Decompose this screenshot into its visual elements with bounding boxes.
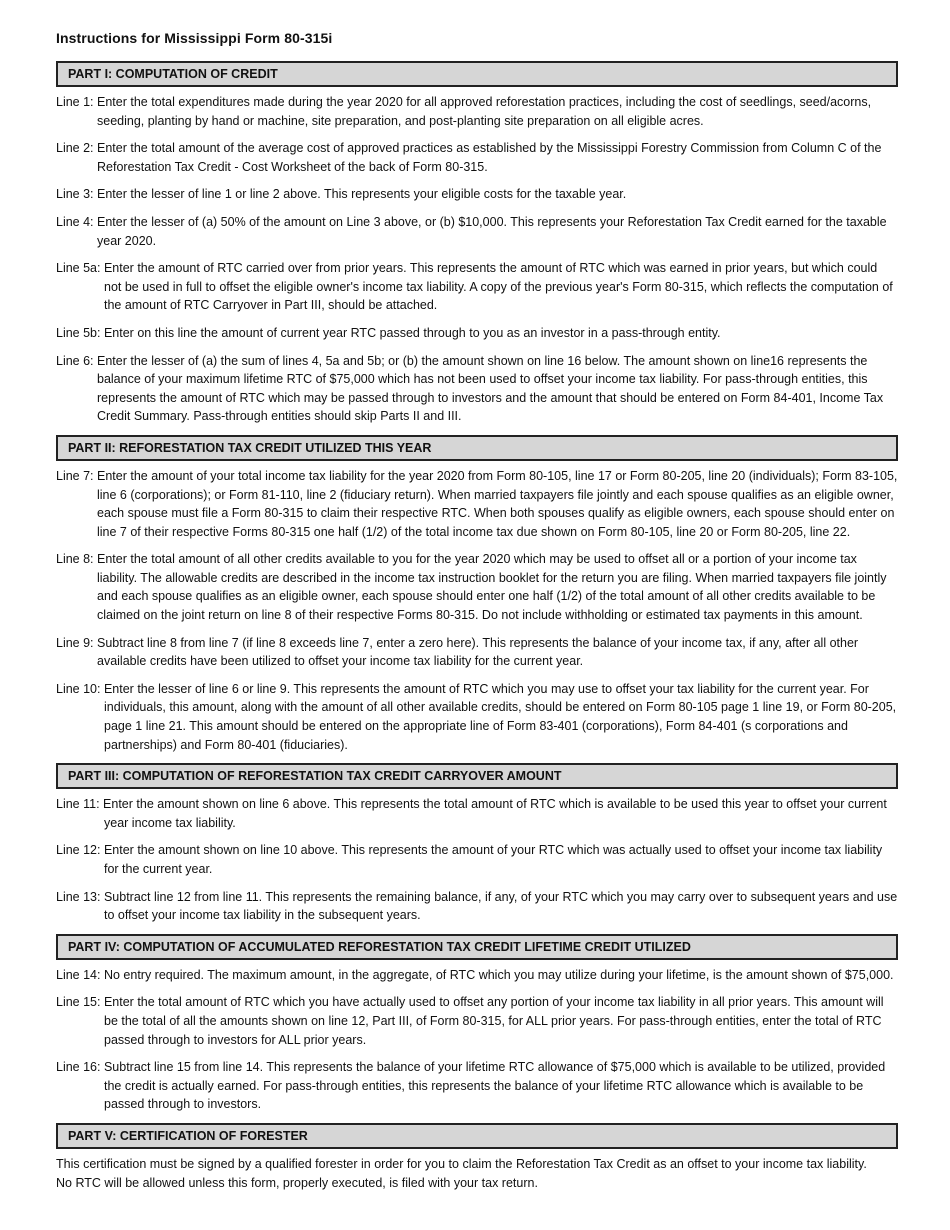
line-4-label: Line 4: — [56, 214, 94, 229]
part-3-section — [56, 763, 898, 925]
line-5a-instruction — [56, 259, 898, 315]
line-10-instruction — [56, 680, 898, 754]
line-9-text: Subtract line 8 from line 7 (if line 8 exceeds line 7, enter a zero here). This represents the balance of your income tax, if any, after all other available credits have been utilized to offset your income tax liability for the current year. — [97, 635, 859, 669]
instructions-page — [56, 30, 898, 1193]
line-8-instruction — [56, 550, 898, 624]
line-14-label: Line 14: — [56, 967, 101, 982]
certification-text — [56, 1155, 898, 1193]
line-13-instruction — [56, 888, 898, 925]
line-7-instruction — [56, 467, 898, 541]
line-12-text: Enter the amount shown on line 10 above. This represents the amount of your RTC which was actually used to offset your income tax liability for the current year. — [103, 843, 883, 876]
line-8-text: Enter the total amount of all other credits available to you for the year 2020 which may be used to offset all or a portion of your income tax liability. The allowable credits are described in the income tax instruction booklet for the return you are filing. When married taxpayers file jointly and each spouse qualifies as an eligible owner, each spouse should enter one half (1/2) of the total amount of all other credits available to be claimed on the joint return on line 8 of their respective Forms 80-315. Do not include withholding or estimated tax payments in this amount. — [97, 552, 887, 623]
line-16-instruction — [56, 1058, 898, 1114]
line-2-text: Enter the total amount of the average cost of approved practices as established by the Mississippi Forestry Commission from Column C of the Reforestation Tax Credit - Cost Worksheet of the back of Form 80-315. — [97, 141, 882, 174]
line-7-label: Line 7: — [56, 468, 94, 483]
line-1-instruction — [56, 93, 898, 130]
part-4-header: PART IV: COMPUTATION OF ACCUMULATED REFORESTATION TAX CREDIT LIFETIME CREDIT UTILIZED — [56, 934, 898, 960]
part-1-section — [56, 61, 898, 426]
line-7-text: Enter the amount of your total income tax liability for the year 2020 from Form 80-105, line 17 or Form 80-205, line 20 (individuals); Form 83-105, line 6 (corporations); or Form 81-110, line 2 (fiduciary return). When married taxpayers file jointly and each spouse qualifies as an eligible owner, each spouse must file a Form 80-315 to claim their respective RTC. When both spouses qualify as eligible owners, each spouse should enter on line 7 of their respective Forms 80-315 one half (1/2) of the total income tax due shown on Form 80-105, line 20 or Form 80-205, line 22. — [97, 468, 898, 539]
certification-line-1: This certification must be signed by a qualified forester in order for you to claim the Reforestation Tax Credit as an offset to your income tax liability. — [56, 1156, 867, 1171]
line-15-text: Enter the total amount of RTC which you have actually used to offset any portion of your income tax liability in all prior years. This amount will be the total of all the amounts shown on line 12, Part III, of Form 80-315, for ALL prior years. For pass-through entities, enter the total of RTC passed through to investors for ALL prior years. — [103, 995, 884, 1047]
part-3-header: PART III: COMPUTATION OF REFORESTATION TAX CREDIT CARRYOVER AMOUNT — [56, 763, 898, 789]
line-12-label: Line 12: — [56, 843, 101, 858]
document-title: Instructions for Mississippi Form 80-315i — [56, 30, 333, 46]
line-11-label: Line 11: — [56, 797, 100, 812]
line-8-label: Line 8: — [56, 552, 94, 567]
line-5b-text: Enter on this line the amount of current year RTC passed through to you as an investor in a pass-through entity. — [103, 325, 721, 340]
line-6-instruction — [56, 352, 898, 426]
part-2-header: PART II: REFORESTATION TAX CREDIT UTILIZED THIS YEAR — [56, 435, 898, 461]
line-6-label: Line 6: — [56, 353, 94, 368]
line-10-text: Enter the lesser of line 6 or line 9. This represents the amount of RTC which you may use to offset your tax liability for the current year. For individuals, this amount, along with the amount of all other available credits, should be entered on Form 80-105 page 1 line 19, or Form 80-205, page 1 line 21. This amount should be entered on the appropriate line of Form 83-401 (corporations), Form 84-401 (s corporations and partnerships) and Form 80-401 (fiduciaries). — [103, 681, 897, 752]
line-15-label: Line 15: — [56, 995, 101, 1010]
part-4-section — [56, 934, 898, 1114]
part-1-header: PART I: COMPUTATION OF CREDIT — [56, 61, 898, 87]
line-12-instruction — [56, 841, 898, 878]
line-13-label: Line 13: — [56, 889, 101, 904]
part-5-header: PART V: CERTIFICATION OF FORESTER — [56, 1123, 898, 1149]
line-9-instruction — [56, 634, 898, 671]
line-5a-text: Enter the amount of RTC carried over from prior years. This represents the amount of RTC which was earned in prior years, but which could not be used in full to offset the eligible owner's income tax liability. A copy of the previous year's Form 80-315, which reflects the computation of the amount of RTC Carryover in Part III, should be attached. — [103, 261, 893, 313]
line-5a-label: Line 5a: — [56, 261, 101, 276]
line-3-label: Line 3: — [56, 187, 94, 202]
certification-line-2: No RTC will be allowed unless this form, properly executed, is filed with your tax return. — [56, 1175, 538, 1190]
line-13-text: Subtract line 12 from line 11. This represents the remaining balance, if any, of your RTC which you may carry over to subsequent years and use to offset your income tax liability in the subsequent years. — [103, 889, 898, 923]
line-6-text: Enter the lesser of (a) the sum of lines 4, 5a and 5b; or (b) the amount shown on line 16 below. The amount shown on line16 represents the balance of your maximum lifetime RTC of $75,000 which has not been used to offset your income tax liability. For pass-through entities, this represents the amount of RTC which may be passed through to investors and the amount that should be entered on Form 84-401, Income Tax Credit Summary. Pass-through entities should skip Parts II and III. — [97, 353, 884, 424]
line-1-label: Line 1: — [56, 95, 94, 109]
part-5-section — [56, 1123, 898, 1193]
part-2-section — [56, 435, 898, 754]
line-11-text: Enter the amount shown on line 6 above. This represents the total amount of RTC which is available to be used this year to offset your current year income tax liability. — [103, 797, 887, 830]
line-3-text: Enter the lesser of line 1 or line 2 above. This represents your eligible costs for the taxable year. — [97, 187, 627, 202]
line-14-text: No entry required. The maximum amount, in the aggregate, of RTC which you may utilize during your lifetime, is the amount shown of $75,000. — [103, 967, 894, 982]
line-10-label: Line 10: — [56, 681, 101, 696]
line-15-instruction — [56, 993, 898, 1049]
line-14-instruction — [56, 966, 898, 985]
line-3-instruction — [56, 185, 898, 204]
line-16-text: Subtract line 15 from line 14. This represents the balance of your lifetime RTC allowance of $75,000 which is available to be utilized, provided the credit is actually earned. For pass-through entities, this represents the balance of your lifetime RTC allowance which is available to be passed through to investors. — [103, 1060, 886, 1112]
line-2-label: Line 2: — [56, 141, 94, 156]
line-5b-instruction — [56, 324, 898, 343]
line-16-label: Line 16: — [56, 1060, 101, 1075]
line-9-label: Line 9: — [56, 635, 94, 650]
line-11-instruction — [56, 795, 898, 832]
line-1-text: Enter the total expenditures made during the year 2020 for all approved reforestation practices, including the cost of seedlings, seed/acorns, seeding, planting by hand or machine, site preparation, and post-planting site preparation on all eligible acres. — [97, 95, 872, 128]
line-2-instruction — [56, 139, 898, 176]
line-4-text: Enter the lesser of (a) 50% of the amount on Line 3 above, or (b) $10,000. This represents your Reforestation Tax Credit earned for the taxable year 2020. — [97, 214, 887, 248]
line-5b-label: Line 5b: — [56, 325, 101, 340]
line-4-instruction — [56, 213, 898, 250]
